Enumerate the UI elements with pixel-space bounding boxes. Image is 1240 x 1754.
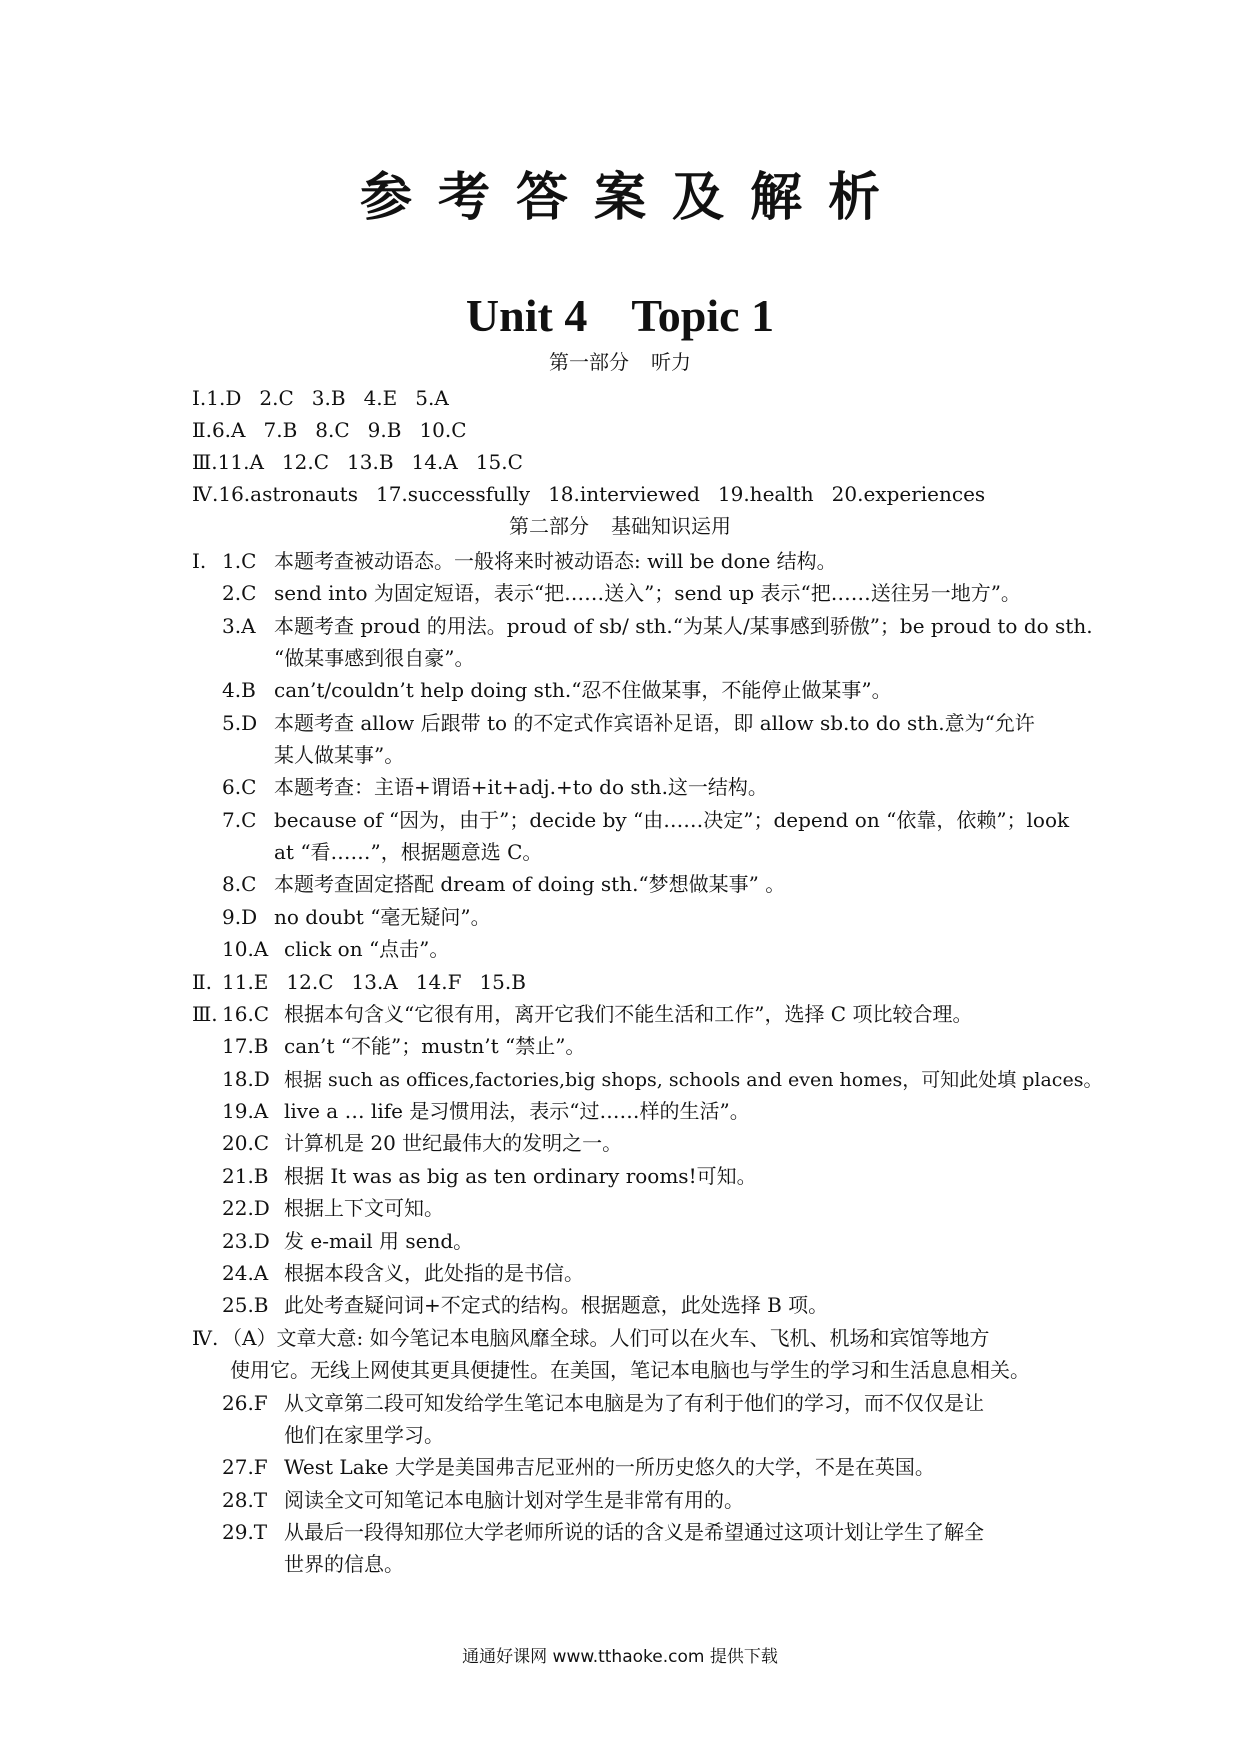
part1-heading [0, 348, 1240, 376]
item-number: 27.F [222, 1455, 268, 1479]
roman-numeral: Ⅰ. [192, 549, 207, 573]
roman-numeral: Ⅳ. [192, 482, 219, 506]
item-explanation: 本题考查 proud 的用法。proud of sb/ sth.“为某人/某事感到骄傲”；be proud to do sth. [274, 614, 1093, 638]
cloze-item [222, 1031, 585, 1061]
roman-numeral: Ⅲ. [192, 1002, 218, 1026]
reading-item [222, 1485, 744, 1515]
answer: 18.interviewed [548, 482, 700, 506]
roman-numeral: Ⅱ. [192, 970, 212, 994]
answer: 8.C [315, 418, 350, 442]
answer: 20.experiences [831, 482, 986, 506]
part2-subject: 基础知识运用 [611, 514, 731, 538]
listening-row-1 [192, 383, 449, 413]
grammar-item [222, 675, 892, 705]
item-explanation: live a … life 是习惯用法，表示“过……样的生活”。 [284, 1099, 750, 1123]
item-continuation: “做某事感到很自豪”。 [274, 646, 475, 670]
item-number: 19.A [222, 1099, 269, 1123]
grammar-item [222, 934, 449, 964]
item-number: 28.T [222, 1488, 268, 1512]
topic-label: Topic 1 [631, 290, 775, 341]
item-explanation: click on “点击”。 [284, 937, 450, 961]
cloze-item [222, 1193, 444, 1223]
item-number: 25.B [222, 1293, 269, 1317]
item-continuation: at “看……”，根据题意选 C。 [274, 840, 543, 864]
item-number: 7.C [222, 808, 257, 832]
item-number: 2.C [222, 581, 257, 605]
item-explanation: can’t/couldn’t help doing sth.“忍不住做某事，不能停止做某事”。 [274, 678, 892, 702]
answer: 2.C [259, 386, 294, 410]
page-title: 参考答案及解析 [359, 168, 906, 228]
answer: 7.B [263, 418, 298, 442]
item-number: 20.C [222, 1131, 270, 1155]
item-explanation: 计算机是 20 世纪最伟大的发明之一。 [284, 1131, 623, 1155]
item-explanation: 根据上下文可知。 [284, 1196, 444, 1220]
item-explanation: 本题考查被动语态。一般将来时被动语态: will be done 结构。 [274, 549, 837, 573]
summary-text: （A）文章大意: 如今笔记本电脑风靡全球。人们可以在火车、飞机、机场和宾馆等地方 [222, 1326, 990, 1350]
section2-answers [192, 967, 526, 997]
answer: 10.C [419, 418, 467, 442]
answer: 15.C [475, 450, 523, 474]
reading-summary [192, 1323, 990, 1353]
roman-numeral: Ⅱ. [192, 418, 212, 442]
answer: 9.B [367, 418, 402, 442]
item-explanation: send into 为固定短语，表示“把……送入”；send up 表示“把……送往另一地方”。 [274, 581, 1021, 605]
grammar-item [222, 611, 1093, 641]
item-explanation: 根据 It was as big as ten ordinary rooms!可知。 [284, 1164, 757, 1188]
item-number: 18.D [222, 1067, 270, 1091]
answer: 11.A [217, 450, 264, 474]
item-explanation: no doubt “毫无疑问”。 [274, 905, 491, 929]
item-number: 24.A [222, 1261, 269, 1285]
part2-label: 第二部分 [509, 514, 589, 538]
reading-item [222, 1517, 984, 1547]
summary-continuation: 使用它。无线上网使其更具便捷性。在美国，笔记本电脑也与学生的学习和生活息息相关。 [230, 1358, 1030, 1382]
answer: 14.A [411, 450, 458, 474]
page-footer: 通通好课网 www.tthaoke.com 提供下载 [462, 1647, 778, 1667]
answer: 12.C [286, 970, 334, 994]
item-continuation: 世界的信息。 [284, 1552, 404, 1576]
answer: 19.health [717, 482, 814, 506]
part1-label: 第一部分 [549, 350, 629, 374]
reading-item [222, 1388, 984, 1418]
part1-subject: 听力 [651, 350, 691, 374]
item-explanation: 发 e-mail 用 send。 [284, 1229, 474, 1253]
item-explanation: 本题考查固定搭配 dream of doing sth.“梦想做某事” 。 [274, 872, 786, 896]
item-explanation: 阅读全文可知笔记本电脑计划对学生是非常有用的。 [284, 1488, 744, 1512]
answer: 17.successfully [375, 482, 531, 506]
grammar-item [222, 578, 1021, 608]
roman-numeral: Ⅰ. [192, 386, 207, 410]
grammar-item [222, 869, 785, 899]
answer: 5.A [415, 386, 449, 410]
part2-heading [0, 512, 1240, 540]
item-number: 10.A [222, 937, 269, 961]
cloze-item [222, 1258, 584, 1288]
listening-row-4 [192, 479, 985, 509]
grammar-item [222, 805, 1069, 835]
item-explanation: because of “因为，由于”；decide by “由……决定”；depend on “依靠，依赖”；look [274, 808, 1070, 832]
item-number: 9.D [222, 905, 258, 929]
item-number: 16.C [222, 1002, 270, 1026]
item-explanation: 本题考查：主语+谓语+it+adj.+to do sth.这一结构。 [274, 775, 768, 799]
item-number: 1.C [222, 549, 257, 573]
listening-row-2 [192, 415, 467, 445]
item-explanation: 根据本段含义，此处指的是书信。 [284, 1261, 584, 1285]
item-number: 17.B [222, 1034, 269, 1058]
unit-label: Unit 4 [465, 290, 588, 341]
item-explanation: 从文章第二段可知发给学生笔记本电脑是为了有利于他们的学习，而不仅仅是让 [284, 1391, 984, 1415]
item-number: 23.D [222, 1229, 270, 1253]
answer: 6.A [211, 418, 246, 442]
grammar-item [222, 902, 491, 932]
reading-item [222, 1452, 935, 1482]
cloze-item [222, 1290, 828, 1320]
item-explanation: 从最后一段得知那位大学老师所说的话的含义是希望通过这项计划让学生了解全 [284, 1520, 984, 1544]
item-number: 22.D [222, 1196, 270, 1220]
cloze-item [192, 999, 972, 1029]
cloze-item [222, 1064, 1102, 1095]
roman-numeral: Ⅲ. [192, 450, 218, 474]
answer: 13.B [347, 450, 394, 474]
answer: 4.E [363, 386, 398, 410]
answer: 1.D [206, 386, 242, 410]
answer: 11.E [222, 970, 269, 994]
item-number: 26.F [222, 1391, 268, 1415]
item-explanation: 根据 such as offices,factories,big shops, schools and even homes，可知此处填 places。 [284, 1069, 1103, 1091]
cloze-item [222, 1226, 473, 1256]
item-explanation: 根据本句含义“它很有用，离开它我们不能生活和工作”，选择 C 项比较合理。 [284, 1002, 973, 1026]
grammar-item [222, 708, 1035, 738]
item-explanation: can’t “不能”；mustn’t “禁止”。 [284, 1034, 586, 1058]
cloze-item [222, 1128, 622, 1158]
item-explanation: 本题考查 allow 后跟带 to 的不定式作宾语补足语，即 allow sb.to do sth.意为“允许 [274, 711, 1035, 735]
item-number: 21.B [222, 1164, 269, 1188]
answer: 13.A [351, 970, 398, 994]
listening-row-3 [192, 447, 523, 477]
answer: 16.astronauts [218, 482, 358, 506]
answer: 12.C [281, 450, 330, 474]
answer: 14.F [415, 970, 462, 994]
cloze-item [222, 1161, 757, 1191]
item-number: 8.C [222, 872, 257, 896]
answer: 3.B [311, 386, 346, 410]
item-continuation: 某人做某事”。 [274, 743, 405, 767]
item-number: 29.T [222, 1520, 268, 1544]
item-explanation: 此处考查疑问词+不定式的结构。根据题意，此处选择 B 项。 [284, 1293, 829, 1317]
item-continuation: 他们在家里学习。 [284, 1423, 444, 1447]
item-number: 3.A [222, 614, 256, 638]
unit-heading [0, 288, 1240, 344]
item-number: 6.C [222, 775, 257, 799]
cloze-item [222, 1096, 750, 1126]
item-number: 4.B [222, 678, 256, 702]
item-explanation: West Lake 大学是美国弗吉尼亚州的一所历史悠久的大学，不是在英国。 [284, 1455, 935, 1479]
answer: 15.B [479, 970, 526, 994]
grammar-item [222, 772, 768, 802]
item-number: 5.D [222, 711, 258, 735]
grammar-item [192, 546, 837, 576]
roman-numeral: Ⅳ. [192, 1326, 219, 1350]
